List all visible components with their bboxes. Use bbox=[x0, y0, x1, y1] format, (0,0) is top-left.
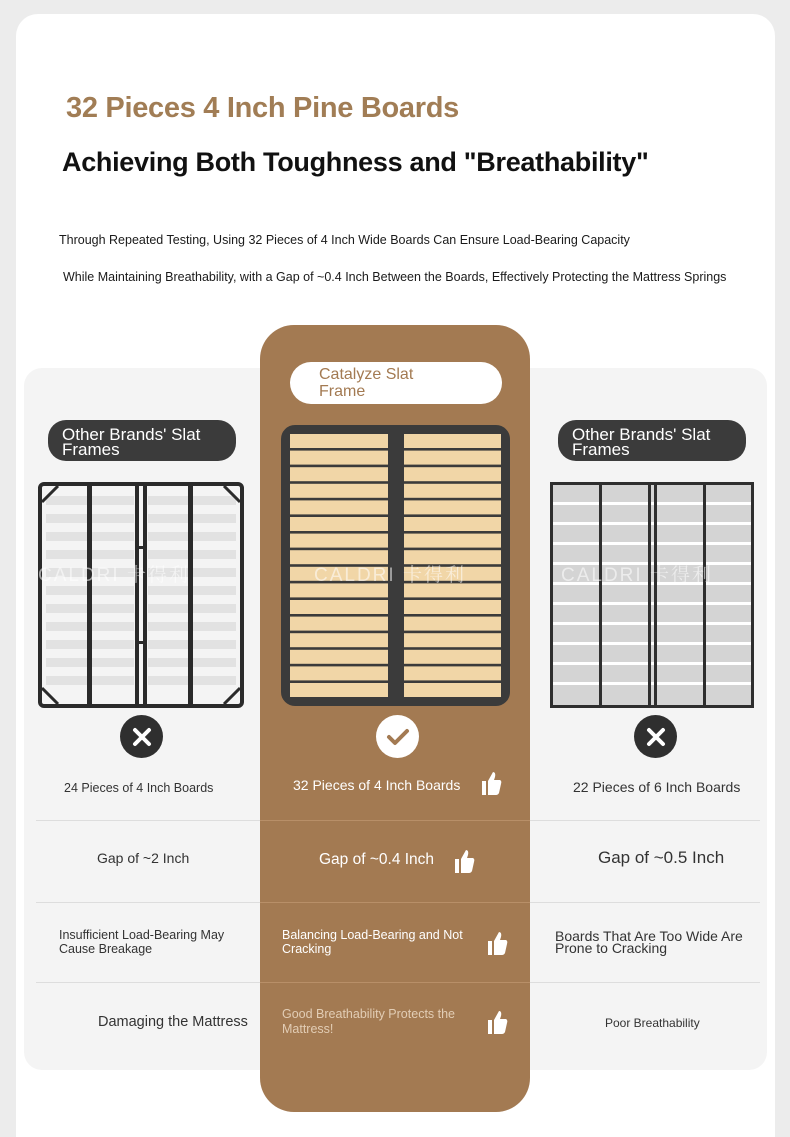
right-slat-frame-image bbox=[550, 482, 754, 708]
headline: Achieving Both Toughness and "Breathability" bbox=[62, 147, 649, 177]
pine-slat bbox=[404, 467, 501, 481]
pine-slat bbox=[290, 666, 388, 680]
pine-slat bbox=[404, 484, 501, 498]
left-label-line-2: Frames bbox=[62, 440, 120, 459]
row-divider bbox=[530, 902, 760, 903]
left-slat-frame-drawing bbox=[42, 486, 240, 704]
pine-slat bbox=[290, 451, 388, 465]
pine-slat bbox=[290, 600, 388, 614]
row-divider bbox=[260, 902, 530, 903]
center-row-3: Balancing Load-Bearing and Not Cracking bbox=[282, 928, 463, 956]
infographic-card bbox=[16, 14, 775, 1137]
row-divider bbox=[36, 820, 260, 821]
right-row-2: Gap of ~0.5 Inch bbox=[598, 848, 725, 867]
left-slat-frame-image bbox=[38, 482, 244, 708]
thumbs-up-icon bbox=[453, 848, 475, 874]
row-divider bbox=[260, 820, 530, 821]
pine-slat bbox=[404, 666, 501, 680]
right-column-label bbox=[558, 420, 746, 461]
pine-slat bbox=[290, 617, 388, 631]
pine-slat bbox=[404, 650, 501, 664]
left-row-3: Insufficient Load-Bearing May Cause Breakage bbox=[59, 928, 225, 956]
description-line-2: While Maintaining Breathability, with a Gap of ~0.4 Inch Between the Boards, Effectively Protecting the Mattress Springs bbox=[63, 270, 727, 284]
thumbs-up-icon bbox=[486, 930, 508, 956]
pine-slat bbox=[404, 600, 501, 614]
left-label-line-1: Other Brands' Slat bbox=[62, 425, 201, 444]
center-row-1: 32 Pieces of 4 Inch Boards bbox=[293, 777, 461, 793]
right-label-line-1: Other Brands' Slat bbox=[572, 425, 711, 444]
pine-slat bbox=[404, 617, 501, 631]
pine-slat bbox=[290, 484, 388, 498]
kicker-title: 32 Pieces 4 Inch Pine Boards bbox=[66, 92, 459, 124]
check-icon bbox=[376, 715, 419, 758]
watermark-right: CALDRI 卡得利 bbox=[561, 565, 713, 586]
x-icon bbox=[120, 715, 163, 758]
right-slat-frame-drawing bbox=[553, 485, 751, 705]
right-row-3: Boards That Are Too Wide Are Prone to Cracking bbox=[555, 928, 743, 956]
thumbs-up-icon bbox=[480, 770, 502, 796]
center-row-2: Gap of ~0.4 Inch bbox=[319, 851, 435, 868]
x-icon bbox=[634, 715, 677, 758]
center-row-4: Good Breathability Protects the Mattress! bbox=[282, 1007, 456, 1036]
pine-slat bbox=[404, 517, 501, 531]
right-row-4: Poor Breathability bbox=[605, 1016, 700, 1030]
right-label-line-2: Frames bbox=[572, 440, 630, 459]
watermark-center: CALDRI 卡得利 bbox=[314, 565, 466, 586]
pine-slat bbox=[290, 650, 388, 664]
center-label-line-1: Catalyze Slat bbox=[319, 366, 414, 383]
pine-slat bbox=[290, 534, 388, 548]
row-divider bbox=[530, 982, 760, 983]
pine-slat bbox=[404, 500, 501, 514]
row-divider bbox=[260, 982, 530, 983]
pine-slat bbox=[404, 534, 501, 548]
description-line-1: Through Repeated Testing, Using 32 Pieces of 4 Inch Wide Boards Can Ensure Load-Bearing Capacity bbox=[59, 233, 630, 247]
row-divider bbox=[36, 982, 260, 983]
pine-slat bbox=[404, 633, 501, 647]
thumbs-up-icon bbox=[486, 1009, 508, 1035]
right-row-1: 22 Pieces of 6 Inch Boards bbox=[573, 779, 741, 795]
row-divider bbox=[36, 902, 260, 903]
pine-slat bbox=[404, 683, 501, 697]
pine-slat bbox=[290, 517, 388, 531]
pine-slat bbox=[290, 500, 388, 514]
left-row-4: Damaging the Mattress bbox=[98, 1014, 248, 1030]
pine-slat bbox=[290, 633, 388, 647]
left-row-1: 24 Pieces of 4 Inch Boards bbox=[64, 781, 214, 795]
pine-slat bbox=[290, 683, 388, 697]
center-column-label bbox=[290, 362, 502, 404]
left-column-label bbox=[48, 420, 236, 461]
row-divider bbox=[530, 820, 760, 821]
pine-slat bbox=[404, 451, 501, 465]
watermark-left: CALDRI 卡得利 bbox=[38, 565, 190, 586]
center-label-line-2: Frame bbox=[319, 383, 366, 400]
pine-slat bbox=[290, 467, 388, 481]
pine-slat bbox=[290, 434, 388, 448]
left-row-2: Gap of ~2 Inch bbox=[97, 850, 190, 866]
pine-slat bbox=[404, 434, 501, 448]
